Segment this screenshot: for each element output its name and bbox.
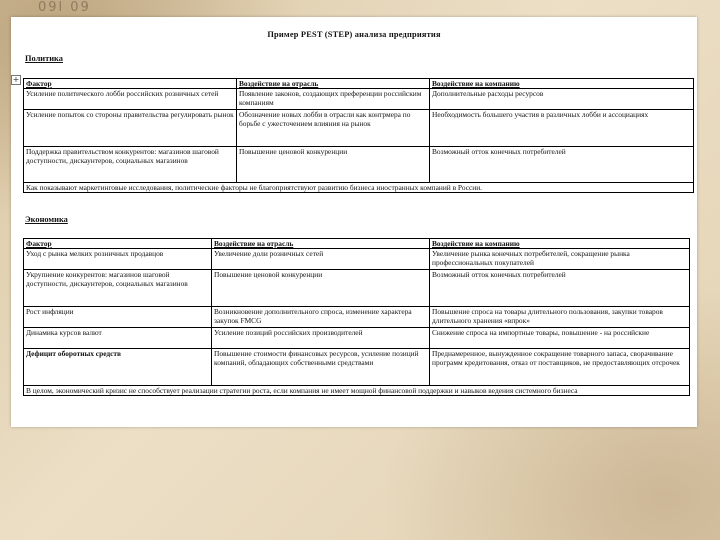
- table-cell: Усиление политического лобби российских розничных сетей: [24, 89, 237, 110]
- table-row: [24, 349, 690, 386]
- table-cell: Возникновение дополнительного спроса, изменение характера закупок FMCG: [212, 307, 430, 328]
- header-factor: Фактор: [24, 79, 237, 89]
- table-cell: Повышение стоимости финансовых ресурсов, усиление позиций компаний, обладающих собственными средствами: [212, 349, 430, 386]
- table-cell: Повышение ценовой конкуренции: [212, 270, 430, 307]
- table-cell: Дополнительные расходы ресурсов: [430, 89, 694, 110]
- table-cell: Появление законов, создающих преференции российским компаниям: [237, 89, 430, 110]
- section-title-economics: Экономика: [25, 215, 68, 224]
- table-cell: Снижение спроса на импортные товары, повышение - на российские: [430, 328, 690, 349]
- section-title-politics: Политика: [25, 54, 63, 63]
- table-cell: Возможный отток конечных потребителей: [430, 270, 690, 307]
- table-cell: Увеличение доли розничных сетей: [212, 249, 430, 270]
- table-header-row: [24, 79, 694, 89]
- table-row: [24, 328, 690, 349]
- table-note-row: [24, 386, 690, 396]
- table-header-row: [24, 239, 690, 249]
- table-cell: Уход с рынка мелких розничных продавцов: [24, 249, 212, 270]
- document-page: [11, 17, 697, 427]
- table-row: [24, 147, 694, 183]
- table-cell: Усиление попыток со стороны правительства регулировать рынок: [24, 110, 237, 147]
- economics-table: [23, 238, 690, 396]
- table-cell: Преднамеренное, вынужденное сокращение товарного запаса, сворачивание программ кредитования, отказ от поставщиков, не предоставляющих отсрочек: [430, 349, 690, 386]
- table-cell: Рост инфляции: [24, 307, 212, 328]
- table-row: [24, 110, 694, 147]
- table-cell: Повышение ценовой конкуренции: [237, 147, 430, 183]
- table-cell: Укрупнение конкурентов: магазинов шаговой доступности, дискаунтеров, социальных магазинов: [24, 270, 212, 307]
- header-company-impact: Воздействие на компанию: [430, 239, 690, 249]
- table-cell: Повышение спроса на товары длительного пользования, закупки товаров длительного хранения «впрок»: [430, 307, 690, 328]
- expand-plus-icon[interactable]: +: [12, 75, 20, 84]
- table-cell: Возможный отток конечных потребителей: [430, 147, 694, 183]
- table-cell: Обозначение новых лобби в отрасли как контрмера по борьбе с ужесточением влияния на рынок: [237, 110, 430, 147]
- table-cell: Усиление позиций российских производителей: [212, 328, 430, 349]
- table-cell: Необходимость большего участия в различных лобби и ассоциациях: [430, 110, 694, 147]
- background-decoration: 09l 09: [38, 0, 91, 15]
- header-factor: Фактор: [24, 239, 212, 249]
- politics-conclusion: Как показывают маркетинговые исследования, политические факторы не благоприятствуют развитию бизнеса иностранных компаний в России.: [24, 183, 694, 193]
- table-note-row: [24, 183, 694, 193]
- header-industry-impact: Воздействие на отрасль: [212, 239, 430, 249]
- table-row: [24, 249, 690, 270]
- table-cell: Поддержка правительством конкурентов: магазинов шаговой доступности, дискаунтеров, социальных магазинов: [24, 147, 237, 183]
- table-row: [24, 270, 690, 307]
- economics-conclusion: В целом, экономический кризис не способствует реализации стратегии роста, если компания не имеет мощной финансовой поддержки и навыков ведения системного бизнеса: [24, 386, 690, 396]
- table-row: [24, 307, 690, 328]
- document-title: Пример PEST (STEP) анализа предприятия: [267, 30, 441, 39]
- table-cell: Увеличение рынка конечных потребителей, сокращение рынка профессиональных покупателей: [430, 249, 690, 270]
- table-cell: Дефицит оборотных средств: [24, 349, 212, 386]
- header-company-impact: Воздействие на компанию: [430, 79, 694, 89]
- table-cell: Динамика курсов валют: [24, 328, 212, 349]
- header-industry-impact: Воздействие на отрасль: [237, 79, 430, 89]
- table-row: [24, 89, 694, 110]
- politics-table: [23, 78, 694, 193]
